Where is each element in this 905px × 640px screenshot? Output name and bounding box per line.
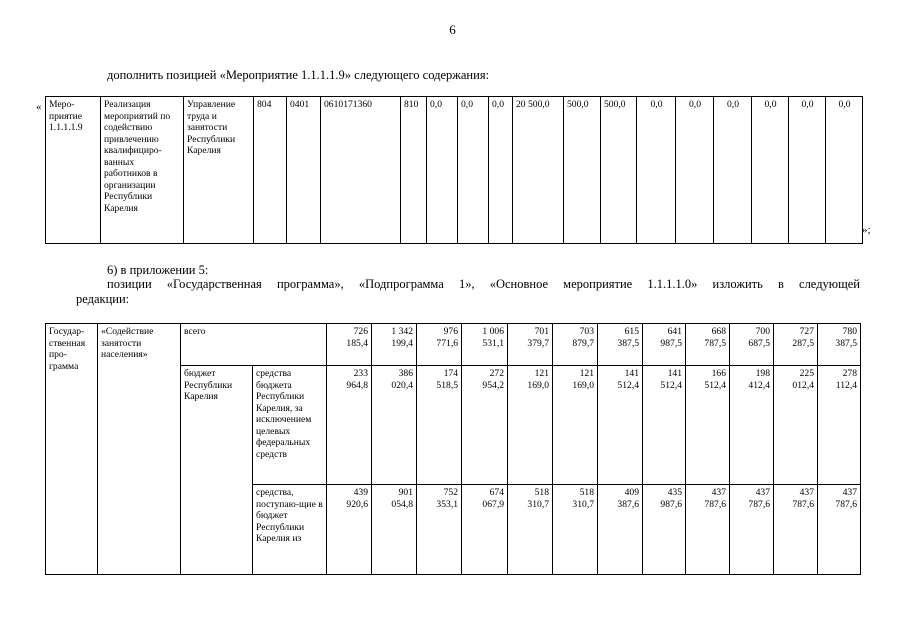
table-cell: 0,0 [826, 97, 863, 244]
table-cell: 500,0 [564, 97, 601, 244]
table-row [46, 324, 861, 366]
table-cell: 901 054,8 [372, 485, 417, 575]
table-row [46, 97, 863, 244]
table-cell: 0,0 [676, 97, 714, 244]
table-cell: 1 006 531,1 [462, 324, 508, 366]
table-cell: 439 920,6 [327, 485, 372, 575]
table-cell: 810 [401, 97, 427, 244]
table-cell: 141 512,4 [598, 366, 643, 485]
table-cell: 726 185,4 [327, 324, 372, 366]
table-cell: 435 987,6 [643, 485, 686, 575]
table-cell: 701 379,7 [508, 324, 553, 366]
page-number: 6 [449, 22, 456, 37]
table-cell: 727 287,5 [774, 324, 818, 366]
intro-text: дополнить позицией «Мероприятие 1.1.1.1.9» следующего содержания: [107, 68, 490, 82]
table-cell: 166 512,4 [686, 366, 730, 485]
table-cell: 0401 [287, 97, 321, 244]
table-cell: 703 879,7 [553, 324, 598, 366]
paragraph-line-1: позиции «Государственная программа», «Подпрограмма 1», «Основное мероприятие 1.1.1.1.0» изложить в следующей [107, 277, 860, 291]
table-cell: Управление труда и занятости Республики Карелия [184, 97, 254, 244]
table-cell: 615 387,5 [598, 324, 643, 366]
table-cell: 225 012,4 [774, 366, 818, 485]
section-heading: 6) в приложении 5: [107, 263, 209, 277]
table-cell: 804 [254, 97, 287, 244]
table-cell: 198 412,4 [730, 366, 774, 485]
table-cell: 121 169,0 [553, 366, 598, 485]
table-cell: 668 787,5 [686, 324, 730, 366]
table-cell: 700 687,5 [730, 324, 774, 366]
table-cell: 278 112,4 [818, 366, 861, 485]
table-cell: 518 310,7 [508, 485, 553, 575]
quote-open: « [36, 101, 42, 113]
table-cell: бюджет Республики Карелия [181, 366, 253, 575]
table-measure-1111-9 [45, 96, 863, 244]
table-cell: всего [181, 324, 327, 366]
table-cell: 0,0 [489, 97, 513, 244]
table-cell: 674 067,9 [462, 485, 508, 575]
table-cell: Государ-ственная про-грамма [46, 324, 98, 575]
table-cell: 0,0 [752, 97, 789, 244]
table-cell: 141 512,4 [643, 366, 686, 485]
table-cell: 1 342 199,4 [372, 324, 417, 366]
table-cell: средства, поступаю-щие в бюджет Республики Карелия из [253, 485, 327, 575]
table-cell: 0610171360 [321, 97, 401, 244]
table-cell: средства бюджета Республики Карелия, за исключением целевых федеральных средств [253, 366, 327, 485]
table-cell: 518 310,7 [553, 485, 598, 575]
table-cell: 500,0 [601, 97, 637, 244]
paragraph-line-2: редакции: [76, 292, 130, 306]
table-cell: Реализация мероприятий по содействию привлечению квалифициро-ванных работников в организации Республики Карелия [101, 97, 184, 244]
table-cell: 437 787,6 [774, 485, 818, 575]
table-cell: 437 787,6 [730, 485, 774, 575]
table-cell: 409 387,6 [598, 485, 643, 575]
quote-close: »; [862, 224, 871, 236]
table-cell: 0,0 [789, 97, 826, 244]
table-cell: 437 787,6 [818, 485, 861, 575]
table-cell: 20 500,0 [513, 97, 564, 244]
table-cell: 272 954,2 [462, 366, 508, 485]
table-cell: 437 787,6 [686, 485, 730, 575]
table-cell: 780 387,5 [818, 324, 861, 366]
table-cell: 641 987,5 [643, 324, 686, 366]
table-cell: 752 353,1 [417, 485, 462, 575]
table-cell: 0,0 [458, 97, 489, 244]
table-cell: 0,0 [714, 97, 752, 244]
table-cell: 121 169,0 [508, 366, 553, 485]
table-cell: 174 518,5 [417, 366, 462, 485]
table-cell: 233 964,8 [327, 366, 372, 485]
table-state-program [45, 323, 861, 575]
table-cell: Меро-приятие 1.1.1.1.9 [46, 97, 101, 244]
table-cell: 976 771,6 [417, 324, 462, 366]
table-cell: 0,0 [427, 97, 458, 244]
table-cell: «Содействие занятости населения» [98, 324, 181, 575]
table-cell: 386 020,4 [372, 366, 417, 485]
table-cell: 0,0 [637, 97, 676, 244]
